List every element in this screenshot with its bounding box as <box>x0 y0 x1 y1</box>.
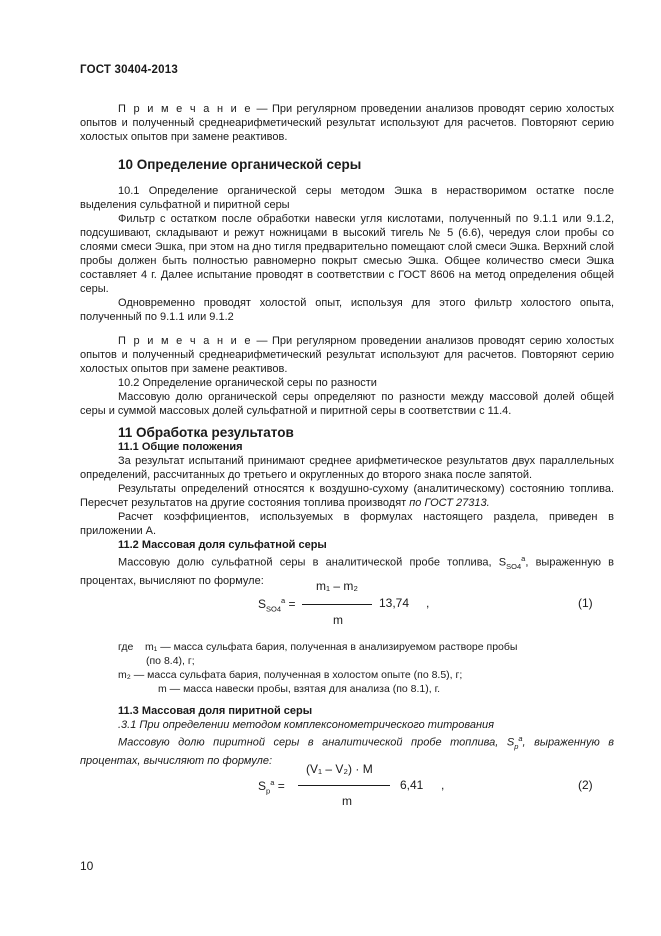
formula-comma: , <box>426 596 430 610</box>
note-text: — При регулярном проведении анализов проводят серию холостых опытов и полученный среднеарифметический результат используют для расчетов. Повторяют серию холостых опытов при замене реактивов. <box>80 103 614 143</box>
fraction-bar <box>298 785 390 786</box>
formula-coefficient: 6,41 <box>400 778 424 792</box>
note-label: П р и м е ч а н и е <box>118 103 253 115</box>
formula-lhs: $S_p^a$ = <box>258 778 285 796</box>
formula-denominator: m <box>342 794 352 808</box>
subsubsection-title: .3.1 При определении методом комплексонометрического титрования <box>118 719 495 731</box>
formula-denominator: m <box>333 613 343 627</box>
text-block-section-10 <box>80 102 614 588</box>
formula-number: (1) <box>578 596 593 610</box>
paragraph: Одновременно проводят холостой опыт, используя для этого фильтр холостого опыта, полученный по 9.1.1 или 9.1.2 <box>80 297 614 323</box>
formula-1 <box>0 575 661 631</box>
note-label: П р и м е ч а н и е <box>118 335 253 347</box>
subsection-heading: 11.2 Массовая доля сульфатной серы <box>118 539 327 551</box>
fraction-bar <box>302 604 372 605</box>
paragraph: Результаты определений относятся к воздушно-сухому (аналитическому) состоянию топлива. Пересчет результатов на другие состояния топлива производят по ГОСТ 27313. <box>80 483 614 509</box>
legend-line: m₂ — масса сульфата бария, полученная в холостом опыте (по 8.5), г; <box>118 669 463 681</box>
subsection-heading: 11.3 Массовая доля пиритной серы <box>118 705 313 717</box>
paragraph: За результат испытаний принимают среднее арифметическое результатов двух параллельных определений, рассчитанных до третьего и округленных до второго знака после запятой. <box>80 455 614 481</box>
paragraph: Массовую долю органической серы определяют по разности между массовой долей общей серы и суммой массовых долей сульфатной и пиритной серы в соответствии с 11.4. <box>80 391 614 417</box>
section-heading: 10 Определение органической серы <box>118 157 362 172</box>
document-code-header: ГОСТ 30404-2013 <box>80 64 178 76</box>
paragraph: Фильтр с остатком после обработки навески угля кислотами, полученный по 9.1.1 или 9.1.2, подсушивают, складывают и режут ножницами в высокий тигель № 5 (6.6), чередуя слои пробы со слоями смеси Эшка, при этом на дно тигля предварительно помещают слой смеси Эшка. Верхний слой пробы должен быть полностью равномерно покрыт смесью Эшка. Общее количество смеси Эшка составляет 4 г. Далее испытание проводят в соответствии с ГОСТ 8606 на метод определения общей серы. <box>80 213 614 295</box>
note-paragraph <box>80 334 614 376</box>
paragraph: Расчет коэффициентов, используемых в формулах настоящего раздела, приведен в приложении А. <box>80 511 614 537</box>
formula-comma: , <box>441 778 445 792</box>
subsection-title: 10.2 Определение органической серы по разности <box>118 377 377 389</box>
paragraph: 10.1 Определение органической серы методом Эшка в нерастворимом остатке после выделения сульфатной и пиритной серы <box>80 185 614 211</box>
formula-number: (2) <box>578 778 593 792</box>
gost-reference: по ГОСТ 27313. <box>409 497 490 509</box>
subsection-heading: 11.1 Общие положения <box>118 441 243 453</box>
page-number: 10 <box>80 859 94 873</box>
section-heading: 11 Обработка результатов <box>118 425 294 440</box>
formula-lhs: $S_{SO4}^a$ = <box>258 596 296 614</box>
legend-line: m — масса навески пробы, взятая для анализа (по 8.1), г. <box>158 683 441 695</box>
note-paragraph <box>80 102 614 144</box>
legend-line: (по 8.4), г; <box>146 655 195 667</box>
formula-numerator: m₁ – m₂ <box>316 579 359 593</box>
note-text: — При регулярном проведении анализов проводят серию холостых опытов и полученный среднеарифметический результат используют для расчетов. Повторяют серию холостых опытов при замене реактивов. <box>80 335 614 375</box>
text-block-section-11-3 <box>80 704 614 768</box>
legend-line: где m₁ — масса сульфата бария, полученная в анализируемом растворе пробы <box>118 641 518 653</box>
formula-legend <box>80 640 614 696</box>
paragraph: Массовую долю пиритной серы в аналитической пробе топлива, $S_p^a$, выраженную в процентах, вычисляют по формуле: <box>80 734 614 767</box>
formula-2 <box>0 762 661 818</box>
formula-numerator: (V₁ – V₂) · M <box>306 762 373 776</box>
formula-coefficient: 13,74 <box>379 596 410 610</box>
paragraph: Массовую долю сульфатной серы в аналитической пробе топлива, $S_{SO4}^a$, выраженную в процентах, вычисляют по формуле: <box>80 554 614 587</box>
